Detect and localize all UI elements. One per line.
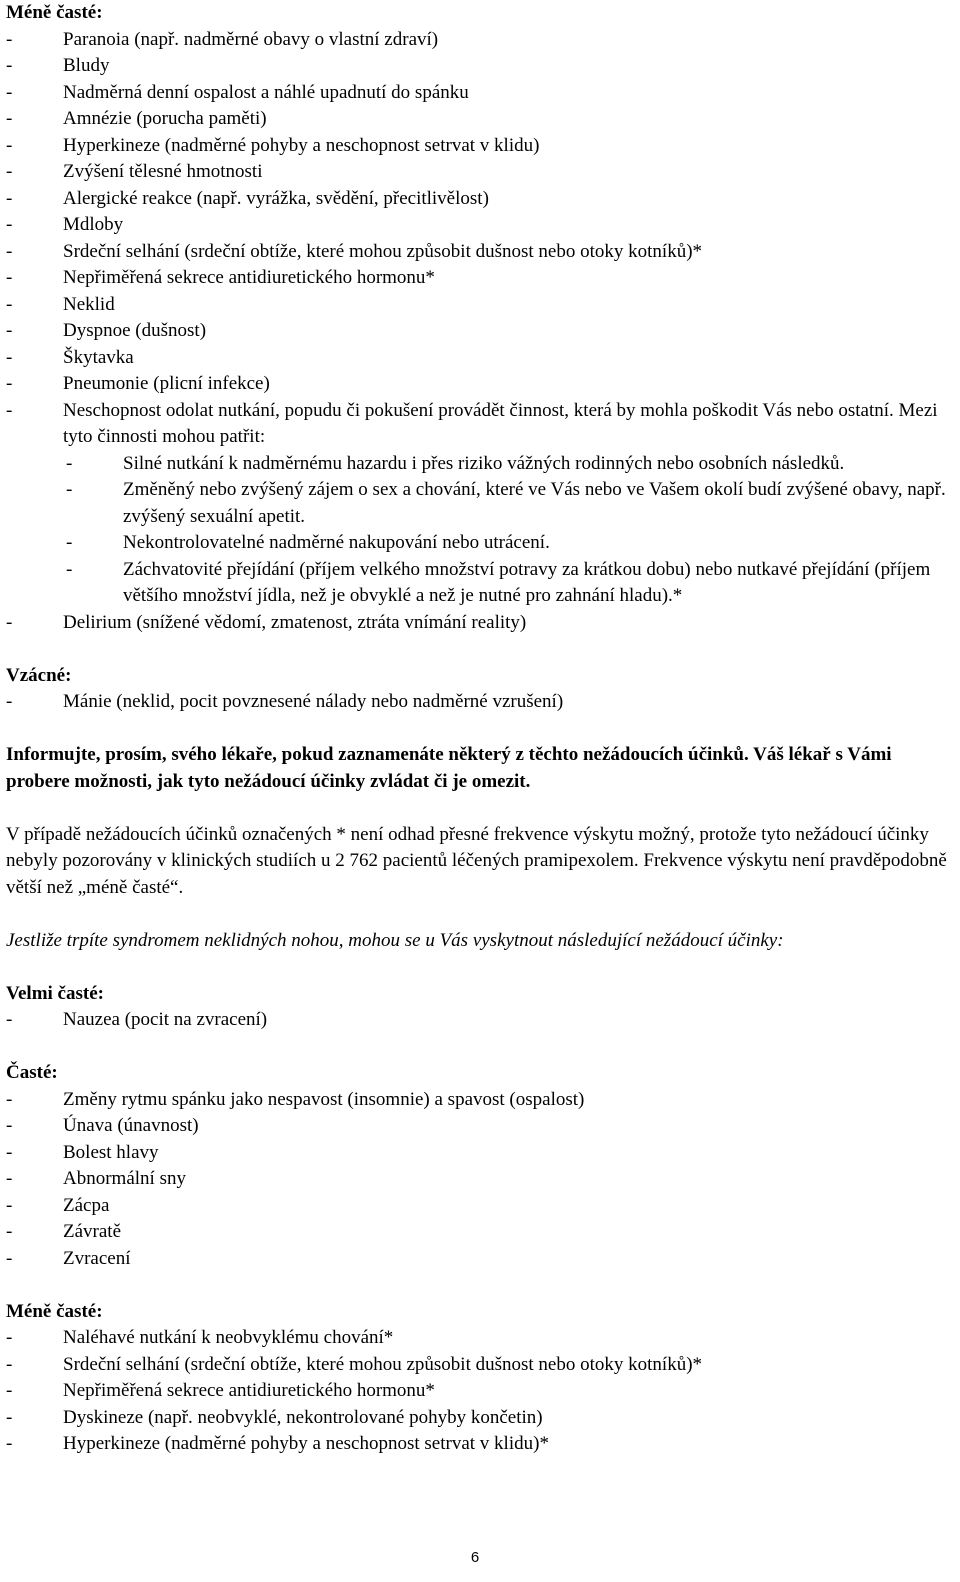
list-item: - Škytavka: [6, 345, 956, 372]
list-item: - Neklid: [6, 292, 956, 319]
list-item: - Mdloby: [6, 212, 956, 239]
list-item: - Závratě: [6, 1219, 956, 1246]
section-rare: [6, 663, 956, 716]
section-heading: Velmi časté:: [6, 982, 104, 1004]
list-item: - Paranoia (např. nadměrné obavy o vlastní zdraví): [6, 27, 956, 54]
list-item: - Zvýšení tělesné hmotnosti: [6, 159, 956, 186]
list-item: - Srdeční selhání (srdeční obtíže, které mohou způsobit dušnost nebo otoky kotníků)*: [6, 239, 956, 266]
section-very-common: [6, 981, 956, 1034]
list-item: - Pneumonie (plicní infekce): [6, 371, 956, 398]
side-effects-list: [6, 27, 956, 398]
section-uncommon-1: [6, 0, 956, 636]
section-heading: Méně časté:: [6, 1300, 103, 1322]
inform-doctor-note: Informujte, prosím, svého lékaře, pokud zaznamenáte některý z těchto nežádoucích účinků. Váš lékař s Vámi probere možnosti, jak tyto nežádoucí účinky zvládat či je omezit.: [6, 744, 892, 792]
list-item: - Dyskineze (např. neobvyklé, nekontrolované pohyby končetin): [6, 1405, 956, 1432]
section-uncommon-2: [6, 1299, 956, 1458]
section-heading: Vzácné:: [6, 664, 72, 686]
list-item: - Naléhavé nutkání k neobvyklému chování*: [6, 1325, 956, 1352]
list-item: - Nekontrolovatelné nadměrné nakupování nebo utrácení.: [6, 530, 956, 557]
list-item: - Nepřiměřená sekrece antidiuretického hormonu*: [6, 265, 956, 292]
list-item: - Abnormální sny: [6, 1166, 956, 1193]
list-item: - Záchvatovité přejídání (příjem velkého množství potravy za krátkou dobu) nebo nutkavé přejídání (příjem většího množství jídla, než je obvyklé a než je nutné pro zahnání hladu).*: [6, 557, 956, 610]
impulse-subitems-list: [6, 451, 956, 610]
section-common: [6, 1060, 956, 1272]
list-item: - Zvracení: [6, 1246, 956, 1273]
list-item: - Delirium (snížené vědomí, zmatenost, ztráta vnímání reality): [6, 610, 956, 637]
list-item: - Nadměrná denní ospalost a náhlé upadnutí do spánku: [6, 80, 956, 107]
list-item: - Amnézie (porucha paměti): [6, 106, 956, 133]
list-item: - Silné nutkání k nadměrnému hazardu i přes riziko vážných rodinných nebo osobních následků.: [6, 451, 956, 478]
side-effects-list: [6, 1087, 956, 1273]
list-item: - Změněný nebo zvýšený zájem o sex a chování, které ve Vás nebo ve Vašem okolí budí zvýšené obavy, např. zvýšený sexuální apetit.: [6, 477, 956, 530]
list-item: - Změny rytmu spánku jako nespavost (insomnie) a spavost (ospalost): [6, 1087, 956, 1114]
list-item: - Bludy: [6, 53, 956, 80]
list-item: - Alergické reakce (např. vyrážka, svědění, přecitlivělost): [6, 186, 956, 213]
impulse-item-text: Neschopnost odolat nutkání, popudu či pokušení provádět činnost, která by mohla poškodit Vás nebo ostatní. Mezi tyto činnosti mohou patřit:: [63, 399, 938, 447]
list-item: - Zácpa: [6, 1193, 956, 1220]
frequency-note: V případě nežádoucích účinků označených * není odhad přesné frekvence výskytu možný, protože tyto nežádoucí účinky nebyly pozorovány v klinických studiích u 2 762 pacientů léčených pramipexolem. Frekvence výskytu není pravděpodobně větší než „méně časté“.: [6, 823, 947, 898]
side-effects-list-end: [6, 610, 956, 637]
section-heading: Časté:: [6, 1062, 58, 1083]
list-item: - Bolest hlavy: [6, 1140, 956, 1167]
section-heading: Méně časté:: [6, 2, 103, 23]
list-item: - Hyperkineze (nadměrné pohyby a neschopnost setrvat v klidu): [6, 133, 956, 160]
impulse-control-item: - Neschopnost odolat nutkání, popudu či pokušení provádět činnost, která by mohla poškodit Vás nebo ostatní. Mezi tyto činnosti mohou patřit:: [6, 398, 956, 451]
list-item: - Dyspnoe (dušnost): [6, 318, 956, 345]
list-item: - Nauzea (pocit na zvracení): [6, 1007, 956, 1034]
page-number: 6: [470, 1549, 480, 1566]
list-item: - Srdeční selhání (srdeční obtíže, které mohou způsobit dušnost nebo otoky kotníků)*: [6, 1352, 956, 1379]
rls-intro: Jestliže trpíte syndromem neklidných nohou, mohou se u Vás vyskytnout následující nežádoucí účinky:: [6, 929, 784, 951]
side-effects-list: [6, 689, 956, 716]
list-item: - Únava (únavnost): [6, 1113, 956, 1140]
list-item: - Hyperkineze (nadměrné pohyby a neschopnost setrvat v klidu)*: [6, 1431, 956, 1458]
side-effects-list: [6, 1007, 956, 1034]
list-item: - Mánie (neklid, pocit povznesené nálady nebo nadměrné vzrušení): [6, 689, 956, 716]
list-item: - Nepřiměřená sekrece antidiuretického hormonu*: [6, 1378, 956, 1405]
side-effects-list: [6, 1325, 956, 1458]
document-page: [6, 0, 956, 1458]
